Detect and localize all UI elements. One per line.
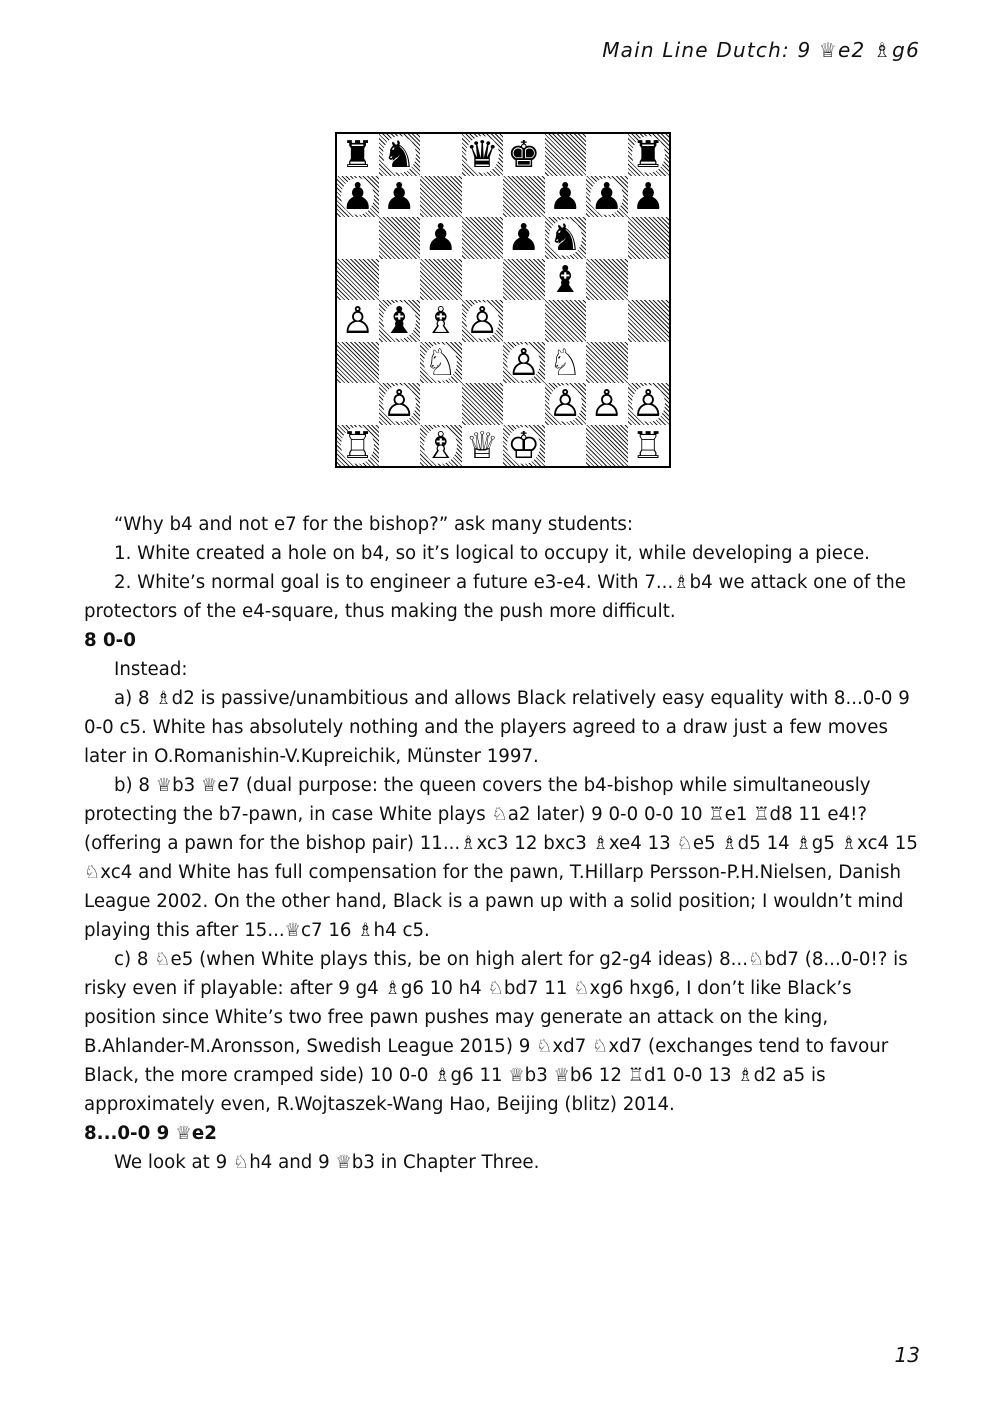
square-e8 <box>503 134 545 176</box>
square-b1 <box>379 425 421 467</box>
square-h1 <box>628 425 670 467</box>
paragraph: “Why b4 and not e7 for the bishop?” ask many students: <box>114 514 634 535</box>
chess-piece: ♘ <box>548 341 582 383</box>
move-heading: 8...0-0 9 ♕e2 <box>84 1123 217 1144</box>
square-d8 <box>462 134 504 176</box>
chess-piece: ♟ <box>424 217 458 259</box>
chess-piece: ♟ <box>590 175 624 217</box>
chess-piece: ♝ <box>548 258 582 300</box>
paragraph: 1. White created a hole on b4, so it’s logical to occupy it, while developing a piece. <box>114 543 870 564</box>
chess-piece: ♟ <box>507 217 541 259</box>
square-b3 <box>379 342 421 384</box>
square-a1 <box>337 425 379 467</box>
page-number: 13 <box>894 1343 920 1367</box>
square-g6 <box>586 217 628 259</box>
square-c1 <box>420 425 462 467</box>
chess-piece: ♟ <box>382 175 416 217</box>
square-f1 <box>545 425 587 467</box>
square-a4 <box>337 300 379 342</box>
square-f2 <box>545 383 587 425</box>
square-c8 <box>420 134 462 176</box>
running-head: Main Line Dutch: 9 ♕e2 ♗g6 <box>602 38 920 62</box>
chess-piece: ♘ <box>424 341 458 383</box>
square-f3 <box>545 342 587 384</box>
chess-piece: ♙ <box>465 300 499 342</box>
square-h3 <box>628 342 670 384</box>
square-f4 <box>545 300 587 342</box>
chess-piece: ♙ <box>590 383 624 425</box>
square-h4 <box>628 300 670 342</box>
square-g7 <box>586 176 628 218</box>
square-a5 <box>337 259 379 301</box>
chess-piece: ♕ <box>465 424 499 466</box>
square-d2 <box>462 383 504 425</box>
square-e3 <box>503 342 545 384</box>
chess-piece: ♙ <box>382 383 416 425</box>
chess-piece: ♙ <box>507 341 541 383</box>
square-f6 <box>545 217 587 259</box>
chess-piece: ♔ <box>507 424 541 466</box>
square-h8 <box>628 134 670 176</box>
paragraph: We look at 9 ♘h4 and 9 ♕b3 in Chapter Three. <box>114 1152 540 1173</box>
move-heading: 8 0-0 <box>84 630 136 651</box>
paragraph: 2. White’s normal goal is to engineer a future e3-e4. With 7...♗b4 we attack one of the protectors of the e4-square, thus making the push more difficult. <box>84 572 906 622</box>
square-e7 <box>503 176 545 218</box>
chess-piece: ♗ <box>424 424 458 466</box>
square-e6 <box>503 217 545 259</box>
square-b2 <box>379 383 421 425</box>
chess-diagram <box>335 132 671 468</box>
square-b6 <box>379 217 421 259</box>
chess-piece: ♙ <box>341 300 375 342</box>
square-d1 <box>462 425 504 467</box>
square-d4 <box>462 300 504 342</box>
chess-piece: ♛ <box>465 134 499 176</box>
square-c2 <box>420 383 462 425</box>
square-c6 <box>420 217 462 259</box>
square-h5 <box>628 259 670 301</box>
square-e1 <box>503 425 545 467</box>
square-b4 <box>379 300 421 342</box>
body-text <box>84 510 920 1177</box>
square-a8 <box>337 134 379 176</box>
square-e2 <box>503 383 545 425</box>
chess-piece: ♗ <box>424 300 458 342</box>
chess-piece: ♟ <box>631 175 665 217</box>
chess-piece: ♝ <box>382 300 416 342</box>
paragraph: a) 8 ♗d2 is passive/unambitious and allows Black relatively easy equality with 8...0-0 9 0-0 c5. White has absolutely nothing and the players agreed to a draw just a few moves later in O.Romanishin-V.Kupreichik, Münster 1997. <box>84 688 910 767</box>
square-b8 <box>379 134 421 176</box>
square-h2 <box>628 383 670 425</box>
chess-piece: ♖ <box>631 424 665 466</box>
square-c7 <box>420 176 462 218</box>
square-g3 <box>586 342 628 384</box>
chess-piece: ♟ <box>548 175 582 217</box>
square-g5 <box>586 259 628 301</box>
square-f8 <box>545 134 587 176</box>
chess-piece: ♟ <box>341 175 375 217</box>
chess-piece: ♖ <box>341 424 375 466</box>
square-e4 <box>503 300 545 342</box>
square-e5 <box>503 259 545 301</box>
square-g2 <box>586 383 628 425</box>
chess-piece: ♙ <box>548 383 582 425</box>
chess-piece: ♚ <box>507 134 541 176</box>
square-d5 <box>462 259 504 301</box>
paragraph: Instead: <box>114 659 188 680</box>
square-g8 <box>586 134 628 176</box>
square-d7 <box>462 176 504 218</box>
square-c5 <box>420 259 462 301</box>
chess-piece: ♜ <box>631 134 665 176</box>
square-h6 <box>628 217 670 259</box>
paragraph: c) 8 ♘e5 (when White plays this, be on high alert for g2-g4 ideas) 8...♘bd7 (8...0-0!? is risky even if playable: after 9 g4 ♗g6 10 h4 ♘bd7 11 ♘xg6 hxg6, I don’t like Black’s position since White’s two free pawn pushes may generate an attack on the king, B.Ahlander-M.Aronsson, Swedish League 2015) 9 ♘xd7 ♘xd7 (exchanges tend to favour Black, the more cramped side) 10 0-0 ♗g6 11 ♕b3 ♕b6 12 ♖d1 0-0 13 ♗d2 a5 is approximately even, R.Wojtaszek-Wang Hao, Beijing (blitz) 2014. <box>84 949 908 1115</box>
chess-piece: ♞ <box>382 134 416 176</box>
square-f5 <box>545 259 587 301</box>
chess-piece: ♞ <box>548 217 582 259</box>
square-c4 <box>420 300 462 342</box>
square-a3 <box>337 342 379 384</box>
square-a2 <box>337 383 379 425</box>
square-g1 <box>586 425 628 467</box>
square-a7 <box>337 176 379 218</box>
square-d3 <box>462 342 504 384</box>
chess-piece: ♜ <box>341 134 375 176</box>
square-c3 <box>420 342 462 384</box>
square-b5 <box>379 259 421 301</box>
square-d6 <box>462 217 504 259</box>
square-g4 <box>586 300 628 342</box>
paragraph: b) 8 ♕b3 ♕e7 (dual purpose: the queen covers the b4-bishop while simultaneously protecting the b7-pawn, in case White plays ♘a2 later) 9 0-0 0-0 10 ♖e1 ♖d8 11 e4!? (offering a pawn for the bishop pair) 11...♗xc3 12 bxc3 ♗xe4 13 ♘e5 ♗d5 14 ♗g5 ♗xc4 15 ♘xc4 and White has full compensation for the pawn, T.Hillarp Persson-P.H.Nielsen, Danish League 2002. On the other hand, Black is a pawn up with a solid position; I wouldn’t mind playing this after 15...♕c7 16 ♗h4 c5. <box>84 775 918 941</box>
square-b7 <box>379 176 421 218</box>
chess-piece: ♙ <box>631 383 665 425</box>
square-a6 <box>337 217 379 259</box>
square-h7 <box>628 176 670 218</box>
square-f7 <box>545 176 587 218</box>
